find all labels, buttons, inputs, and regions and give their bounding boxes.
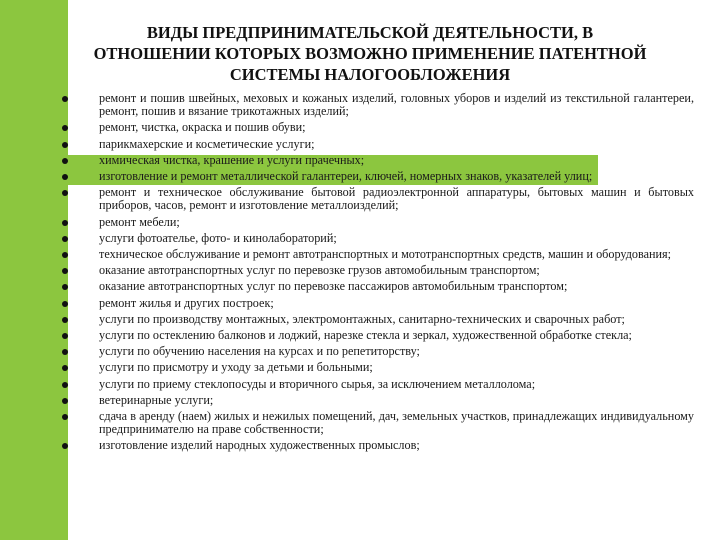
list-item-text: ремонт и пошив швейных, меховых и кожаных изделий, головных уборов и изделий из текстильной галантереи, ремонт, пошив и вязание трикотажных изделий; bbox=[99, 91, 694, 119]
list-item bbox=[62, 216, 694, 229]
bullet-icon bbox=[62, 158, 68, 164]
list-item bbox=[62, 154, 694, 167]
list-item-text: ремонт и техническое обслуживание бытовой радиоэлектронной аппаратуры, бытовых машин и бытовых приборов, часов, ремонт и изготовление металлоизделий; bbox=[99, 185, 694, 213]
slide-title: ВИДЫ ПРЕДПРИНИМАТЕЛЬСКОЙ ДЕЯТЕЛЬНОСТИ, В ОТНОШЕНИИ КОТОРЫХ ВОЗМОЖНО ПРИМЕНЕНИЕ ПАТЕНТНОЙ СИСТЕМЫ НАЛОГООБЛОЖЕНИЯ bbox=[93, 23, 647, 84]
bullet-icon bbox=[62, 174, 68, 180]
list-item-text: услуги по приему стеклопосуды и вторичного сырья, за исключением металлолома; bbox=[99, 376, 536, 391]
list-item-text: изготовление и ремонт металлической галантереи, ключей, номерных знаков, указателей улиц; bbox=[99, 169, 593, 184]
list-item-text: ветеринарные услуги; bbox=[99, 392, 214, 407]
list-item-text: услуги по производству монтажных, электромонтажных, санитарно-технических и сварочных работ; bbox=[99, 311, 625, 326]
list-item-text: ремонт мебели; bbox=[99, 214, 180, 229]
list-item bbox=[62, 170, 694, 183]
list-item bbox=[62, 297, 694, 310]
list-item bbox=[62, 394, 694, 407]
bullet-icon bbox=[62, 365, 68, 371]
list-item bbox=[62, 186, 694, 212]
list-item bbox=[62, 264, 694, 277]
bullet-icon bbox=[62, 268, 68, 274]
list-item bbox=[62, 313, 694, 326]
list-item bbox=[62, 92, 694, 118]
bullet-icon bbox=[62, 333, 68, 339]
bullet-icon bbox=[62, 96, 68, 102]
list-item-text: услуги по остеклению балконов и лоджий, нарезке стекла и зеркал, художественной обработке стекла; bbox=[99, 328, 632, 343]
bullet-icon bbox=[62, 382, 68, 388]
bullet-icon bbox=[62, 125, 68, 131]
list-item-text: ремонт жилья и других построек; bbox=[99, 295, 274, 310]
list-item-text: оказание автотранспортных услуг по перевозке пассажиров автомобильным транспортом; bbox=[99, 279, 568, 294]
list-item bbox=[62, 439, 694, 452]
bullet-icon bbox=[62, 252, 68, 258]
bullet-icon bbox=[62, 317, 68, 323]
list-item bbox=[62, 121, 694, 134]
bullet-icon bbox=[62, 414, 68, 420]
list-item-text: сдача в аренду (наем) жилых и нежилых помещений, дач, земельных участков, принадлежащих индивидуальному предпринимателю на праве собственности; bbox=[99, 409, 694, 437]
list-item bbox=[62, 280, 694, 293]
bullet-icon bbox=[62, 284, 68, 290]
bullet-icon bbox=[62, 443, 68, 449]
list-item-text: услуги фотоателье, фото- и кинолабораторий; bbox=[99, 230, 337, 245]
list-item-text: химическая чистка, крашение и услуги прачечных; bbox=[99, 152, 365, 167]
list-item bbox=[62, 345, 694, 358]
list-item-text: оказание автотранспортных услуг по перевозке грузов автомобильным транспортом; bbox=[99, 263, 540, 278]
list-item-text: изготовление изделий народных художественных промыслов; bbox=[99, 438, 420, 453]
bullet-icon bbox=[62, 398, 68, 404]
list-item bbox=[62, 248, 694, 261]
list-item bbox=[62, 410, 694, 436]
bullet-icon bbox=[62, 349, 68, 355]
list-item-text: услуги по присмотру и уходу за детьми и больными; bbox=[99, 360, 373, 375]
left-accent-bar bbox=[0, 0, 68, 540]
activity-list bbox=[62, 92, 694, 456]
bullet-icon bbox=[62, 142, 68, 148]
list-item-text: ремонт, чистка, окраска и пошив обуви; bbox=[99, 120, 306, 135]
list-item bbox=[62, 361, 694, 374]
list-item-text: услуги по обучению населения на курсах и по репетиторству; bbox=[99, 344, 420, 359]
bullet-icon bbox=[62, 190, 68, 196]
list-item-text: техническое обслуживание и ремонт автотранспортных и мототранспортных средств, машин и оборудования; bbox=[99, 247, 672, 262]
list-item bbox=[62, 378, 694, 391]
list-item bbox=[62, 138, 694, 151]
bullet-icon bbox=[62, 236, 68, 242]
bullet-icon bbox=[62, 220, 68, 226]
list-item bbox=[62, 329, 694, 342]
bullet-icon bbox=[62, 301, 68, 307]
list-item-text: парикмахерские и косметические услуги; bbox=[99, 136, 315, 151]
list-item bbox=[62, 232, 694, 245]
